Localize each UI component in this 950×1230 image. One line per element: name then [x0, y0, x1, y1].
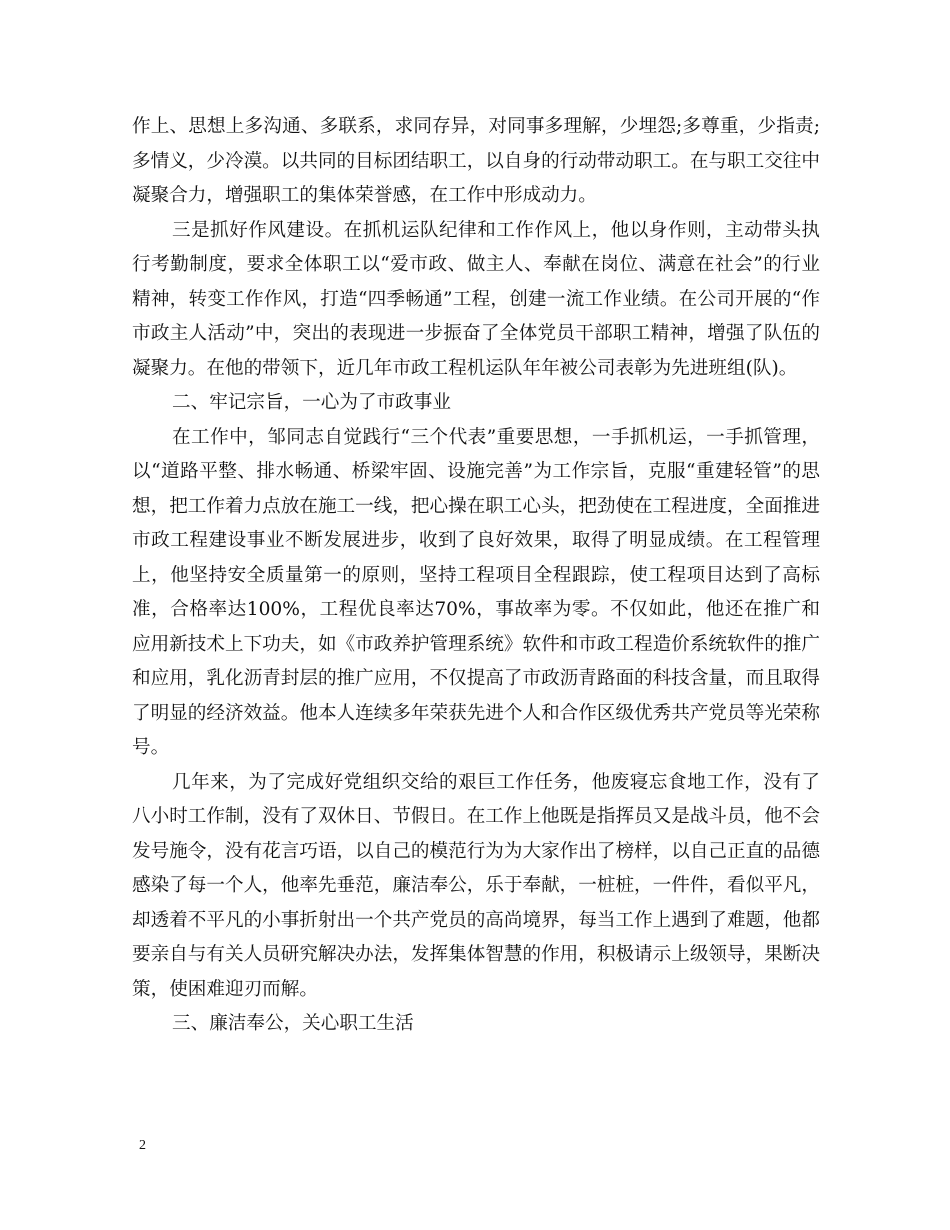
- section-heading-3: 三、廉洁奉公，关心职工生活: [172, 1013, 414, 1034]
- page-number: 2: [139, 1138, 146, 1153]
- document-body: [132, 110, 820, 1042]
- paragraph-work-achievements: 在工作中，邹同志自觉践行“三个代表”重要思想，一手抓机运，一手抓管理，以“道路平整、排水畅通、桥梁牢固、设施完善”为工作宗旨，克服“重建轻管”的思想，把工作着力点放在施工一线，把心操在职工心头，把劲使在工程进度，全面推进市政工程建设事业不断发展进步，收到了良好效果，取得了明显成绩。在工程管理上，他坚持安全质量第一的原则，坚持工程项目全程跟踪，使工程项目达到了高标准，合格率达100%，工程优良率达70%，事故率为零。不仅如此，他还在推广和应用新技术上下功夫，如《市政养护管理系统》软件和市政工程造价系统软件的推广和应用，乳化沥青封层的推广应用，不仅提高了市政沥青路面的科技含量，而且取得了明显的经济效益。他本人连续多年荣获先进个人和合作区级优秀共产党员等光荣称号。: [132, 426, 820, 758]
- paragraph-continuation: 作上、思想上多沟通、多联系，求同存异，对同事多理解，少埋怨;多尊重，少指责;多情义，少冷漠。以共同的目标团结职工，以自身的行动带动职工。在与职工交往中凝聚合力，增强职工的集体荣誉感，在工作中形成动力。: [132, 116, 820, 206]
- paragraph-work-style: 三是抓好作风建设。在抓机运队纪律和工作作风上，他以身作则，主动带头执行考勤制度，要求全体职工以“爱市政、做主人、奉献在岗位、满意在社会”的行业精神，转变工作作风，打造“四季畅通”工程，创建一流工作业绩。在公司开展的“作市政主人活动”中，突出的表现进一步振奋了全体党员干部职工精神，增强了队伍的凝聚力。在他的带领下，近几年市政工程机运队年年被公司表彰为先进班组(队)。: [132, 219, 820, 379]
- paragraph-dedication: 几年来，为了完成好党组织交给的艰巨工作任务，他废寝忘食地工作，没有了八小时工作制，没有了双休日、节假日。在工作上他既是指挥员又是战斗员，他不会发号施令，没有花言巧语，以自己的模范行为为大家作出了榜样，以自己正直的品德感染了每一个人，他率先垂范，廉洁奉公，乐于奉献，一桩桩，一件件，看似平凡，却透着不平凡的小事折射出一个共产党员的高尚境界，每当工作上遇到了难题，他都要亲自与有关人员研究解决办法，发挥集体智慧的作用，积极请示上级领导，果断决策，使困难迎刃而解。: [132, 771, 820, 1000]
- section-heading-2: 二、牢记宗旨，一心为了市政事业: [172, 392, 451, 413]
